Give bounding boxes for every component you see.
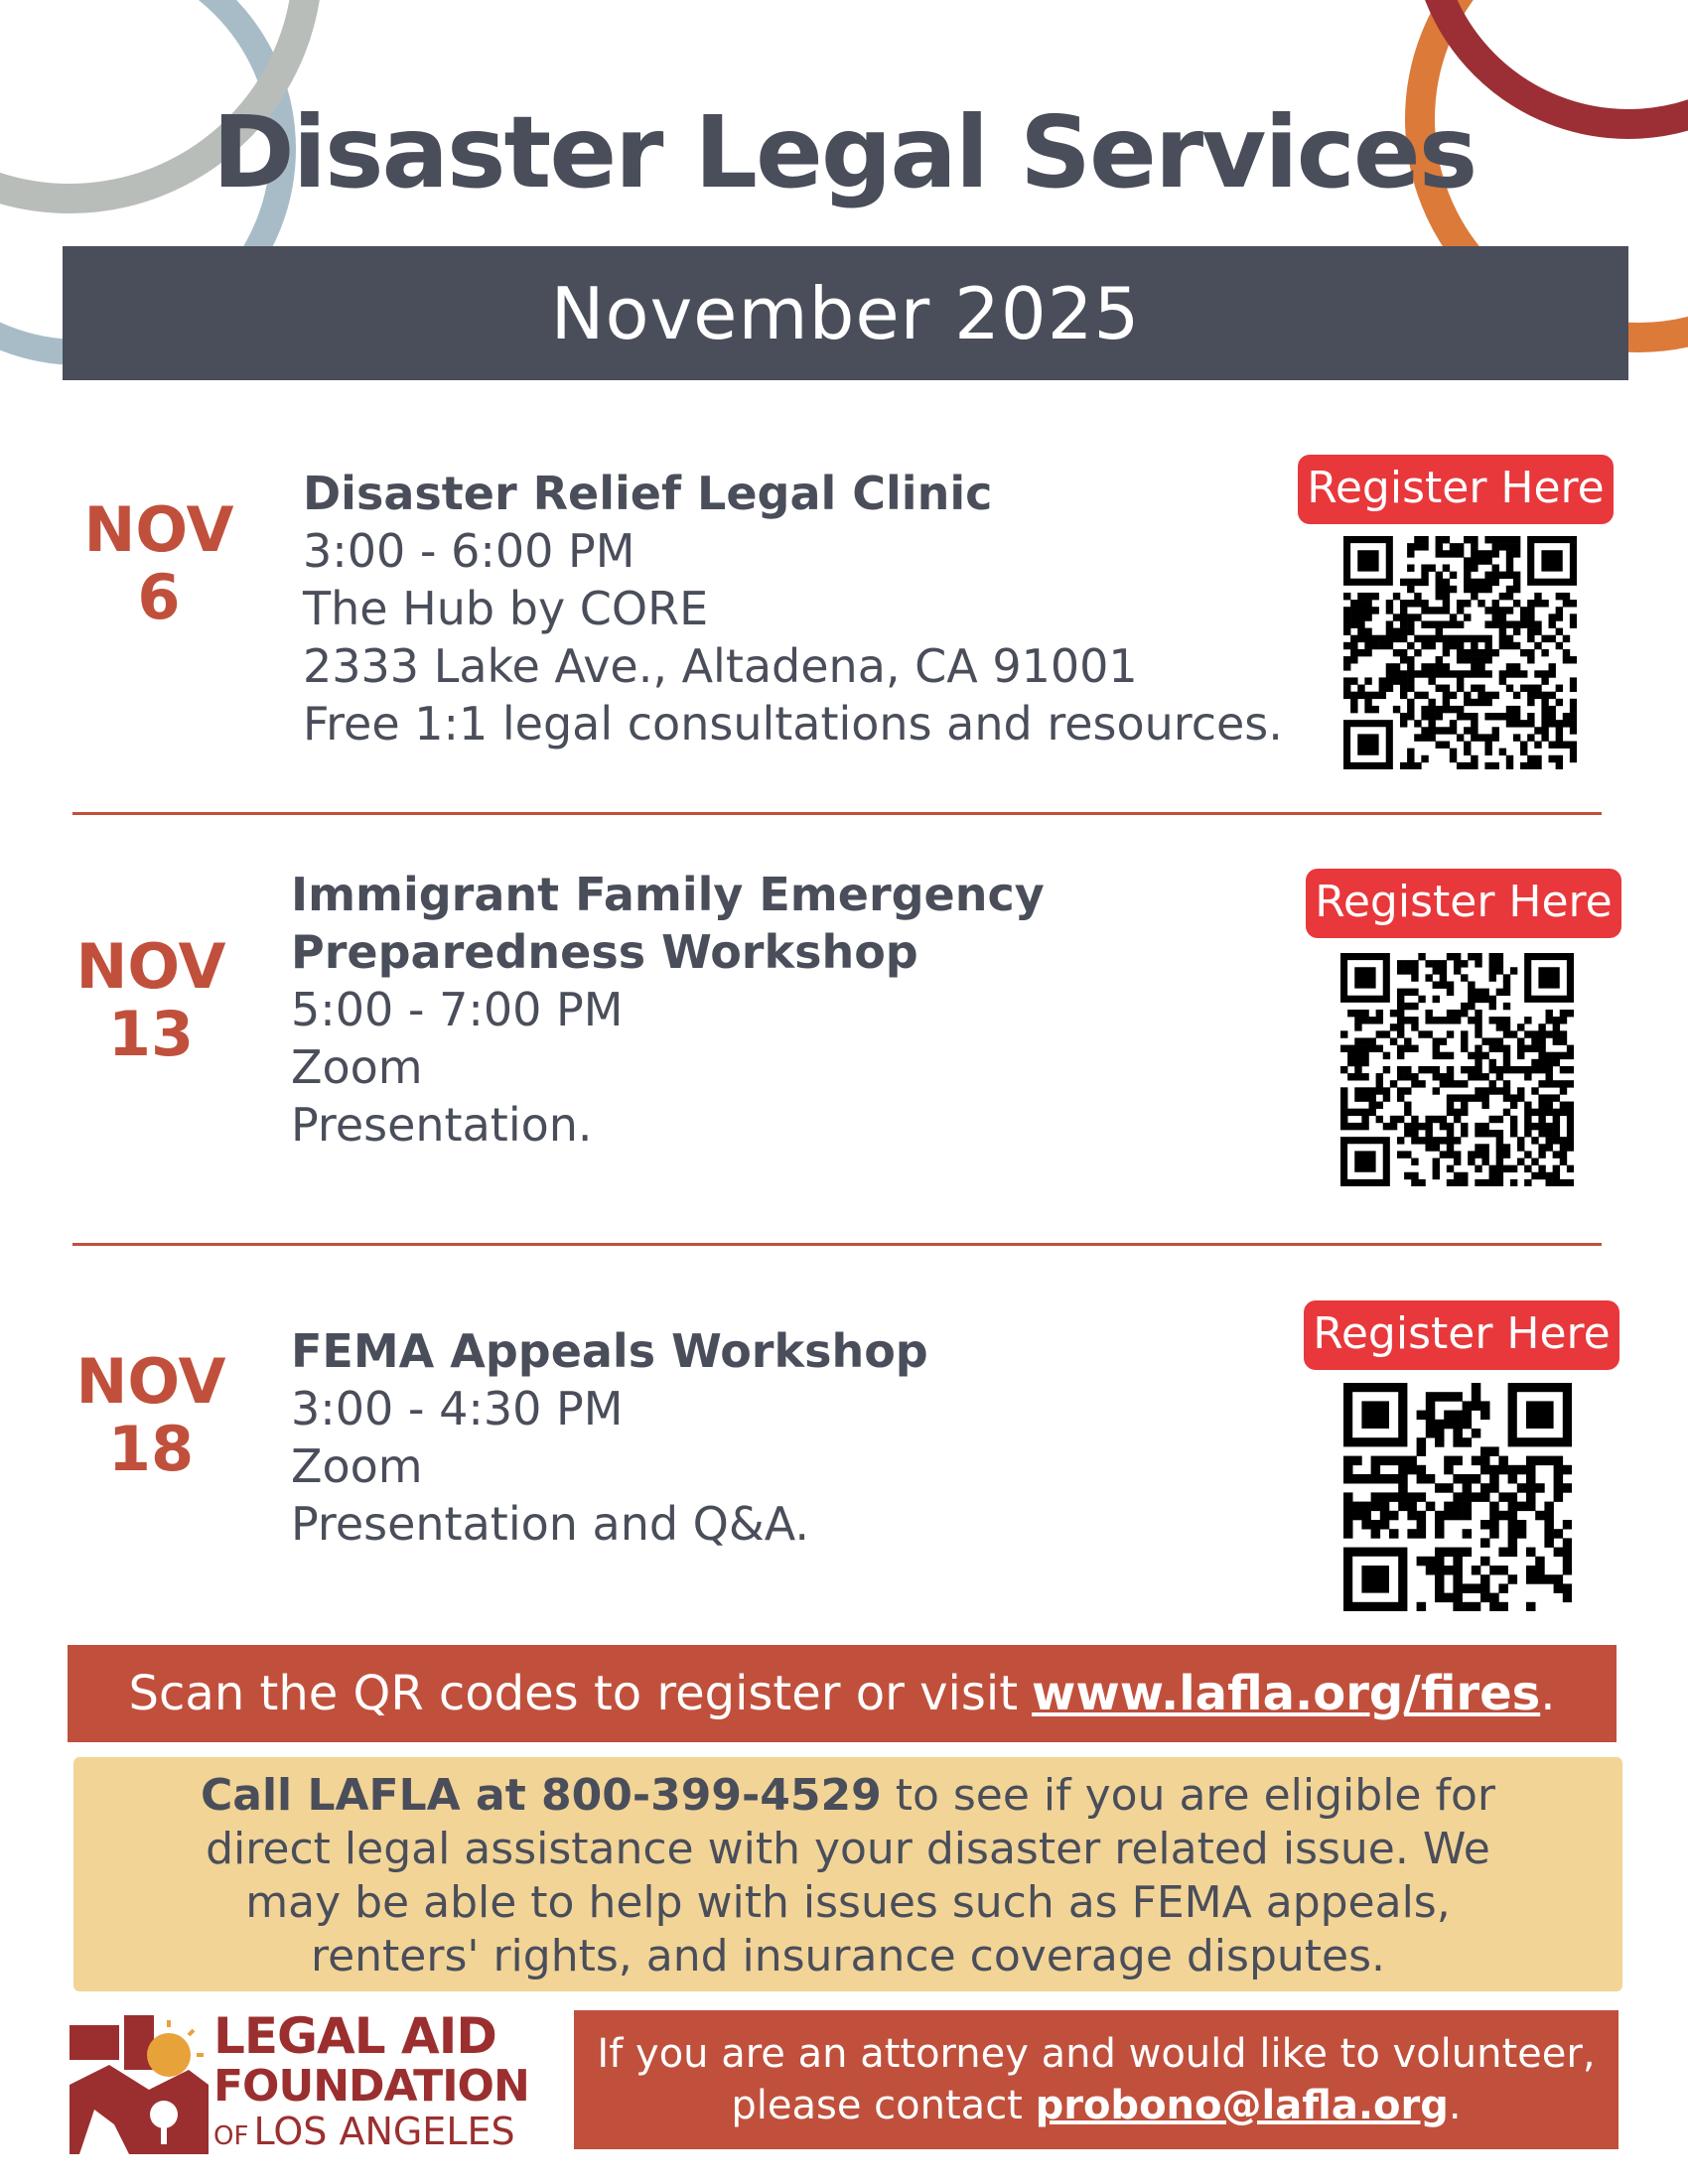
event-description: Free 1:1 legal consultations and resources. <box>303 697 1283 751</box>
event-name: Disaster Relief Legal Clinic <box>303 467 993 520</box>
call-callout <box>73 1757 1622 1991</box>
event-date-day: 6 <box>137 561 181 633</box>
scan-text: Scan the QR codes to register or visit <box>128 1666 1019 1721</box>
volunteer-line1: If you are an attorney and would like to volunteer, <box>597 2031 1596 2077</box>
qr-code-icon[interactable] <box>1343 536 1577 769</box>
qr-code-icon[interactable] <box>1343 1383 1572 1611</box>
register-button[interactable]: Register Here <box>1306 869 1621 938</box>
month-banner <box>63 246 1628 380</box>
event-address: 2333 Lake Ave., Altadena, CA 91001 <box>303 639 1138 693</box>
logo-la: LOS ANGELES <box>253 2110 515 2153</box>
register-button[interactable]: Register Here <box>1304 1300 1619 1370</box>
logo-line3 <box>213 2110 515 2161</box>
call-line2: direct legal assistance with your disaster related issue. We <box>206 1824 1490 1874</box>
event-location: Zoom <box>291 1439 423 1493</box>
register-button[interactable]: Register Here <box>1298 455 1614 524</box>
volunteer-line2: please contact <box>731 2083 1023 2128</box>
event-date <box>71 930 230 1070</box>
month-label: November 2025 <box>550 271 1141 355</box>
volunteer-period: . <box>1448 2083 1462 2128</box>
divider <box>72 812 1602 815</box>
event-details <box>291 866 1284 1154</box>
call-line3: may be able to help with issues such as FEMA appeals, <box>245 1877 1451 1928</box>
event-name: FEMA Appeals Workshop <box>291 1324 928 1378</box>
event-date-month: NOV <box>75 930 226 1003</box>
event-name-line2: Preparedness Workshop <box>291 925 918 979</box>
scan-period: . <box>1540 1666 1556 1721</box>
event-description: Presentation. <box>291 1098 593 1152</box>
event-time: 3:00 - 4:30 PM <box>291 1382 624 1435</box>
logo-line2: FOUNDATION <box>213 2061 529 2112</box>
event-date <box>79 493 238 633</box>
email-link[interactable]: probono@lafla.org <box>1035 2083 1449 2128</box>
call-line1: to see if you are eligible for <box>881 1770 1495 1821</box>
logo-line1: LEGAL AID <box>213 2007 496 2065</box>
event-date-month: NOV <box>83 493 234 566</box>
event-time: 3:00 - 6:00 PM <box>303 524 635 578</box>
event-location: The Hub by CORE <box>303 582 709 635</box>
lafla-logo-icon <box>70 2015 209 2154</box>
event-name: Immigrant Family Emergency <box>291 868 1045 921</box>
call-phone-text: Call LAFLA at 800-399-4529 <box>200 1770 882 1821</box>
event-location: Zoom <box>291 1040 423 1094</box>
page-title: Disaster Legal Services <box>211 94 1477 210</box>
event-details <box>303 465 1296 752</box>
divider <box>72 1243 1602 1246</box>
website-link[interactable]: www.lafla.org/fires <box>1032 1666 1541 1721</box>
scan-banner <box>68 1645 1617 1742</box>
event-date <box>71 1345 230 1485</box>
event-date-day: 18 <box>107 1413 195 1485</box>
logo-of: OF <box>213 2121 249 2151</box>
event-details <box>291 1322 1284 1553</box>
call-line4: renters' rights, and insurance coverage disputes. <box>310 1931 1386 1981</box>
event-date-month: NOV <box>75 1345 226 1418</box>
volunteer-callout <box>574 2010 1618 2149</box>
event-description: Presentation and Q&A. <box>291 1497 810 1551</box>
event-time: 5:00 - 7:00 PM <box>291 983 624 1036</box>
event-date-day: 13 <box>107 998 195 1070</box>
qr-code-icon[interactable] <box>1340 953 1574 1186</box>
